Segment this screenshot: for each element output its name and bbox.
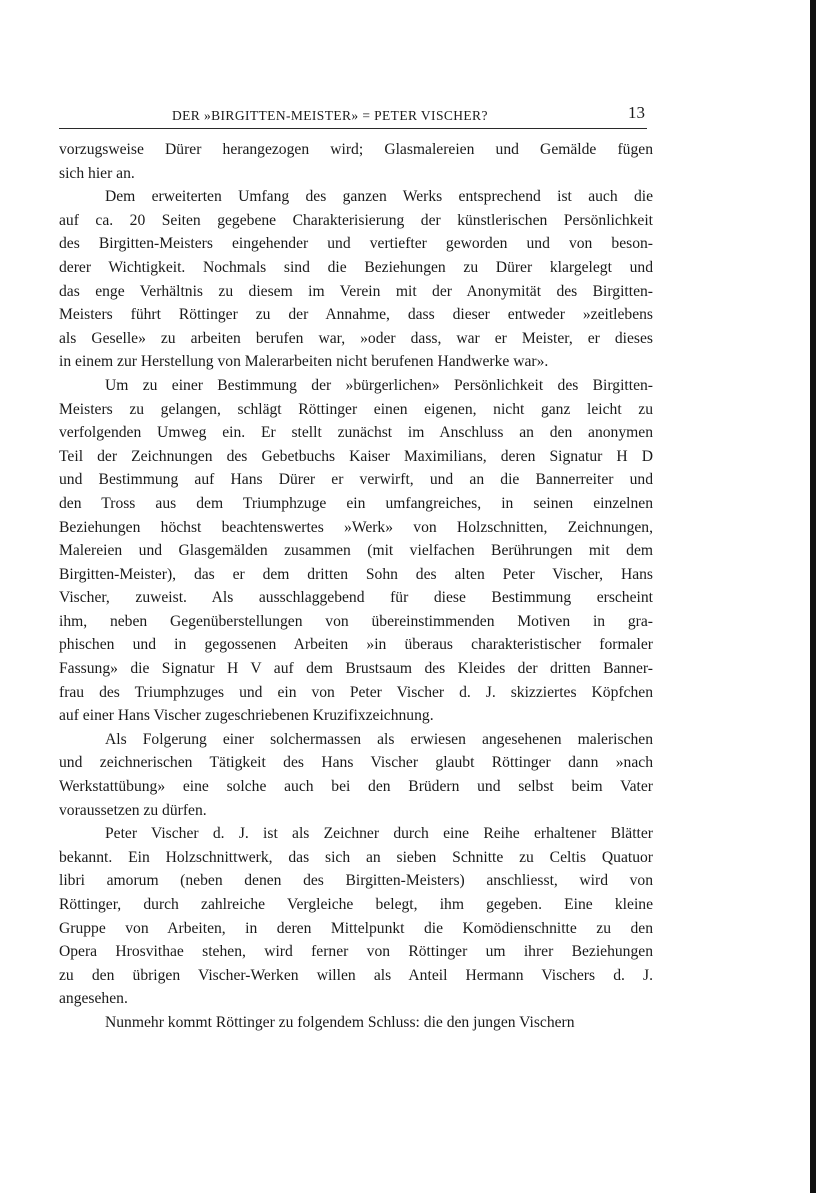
text-line: angesehen.: [59, 990, 128, 1008]
text-line: Dem erweiterten Umfang des ganzen Werks entsprechend ist auch die: [105, 188, 653, 206]
text-line: vorzugsweise Dürer herangezogen wird; Glasmalereien und Gemälde fügen: [59, 141, 653, 158]
text-line: als Geselle» zu arbeiten berufen war, »oder dass, war er Meister, er dieses: [59, 329, 653, 347]
text-line: auf ca. 20 Seiten gegebene Charakterisierung der künstlerischen Persönlichkeit: [59, 211, 653, 229]
text-line: Malereien und Glasgemälden zusammen (mit vielfachen Berührungen mit dem: [59, 542, 653, 560]
text-line: Als Folgerung einer solchermassen als erwiesen angesehenen malerischen: [105, 730, 653, 748]
text-line: Um zu einer Bestimmung der »bürgerlichen» Persönlichkeit des Birgitten-: [105, 376, 653, 394]
text-line: zu den übrigen Vischer-Werken willen als Anteil Hermann Vischers d. J.: [59, 966, 653, 984]
text-line: und Bestimmung auf Hans Dürer er verwirft, und an die Bannerreiter und: [59, 471, 653, 489]
text-line: voraussetzen zu dürfen.: [59, 801, 207, 819]
text-line: auf einer Hans Vischer zugeschriebenen Kruzifixzeichnung.: [59, 707, 434, 725]
running-head: [59, 100, 647, 129]
text-line: Vischer, zuweist. Als ausschlaggebend für diese Bestimmung erscheint: [59, 589, 653, 607]
text-line: den Tross aus dem Triumphzuge ein umfangreiches, in seinen einzelnen: [59, 494, 653, 512]
running-title: DER »BIRGITTEN-MEISTER» = PETER VISCHER?: [172, 108, 488, 123]
text-line: verfolgenden Umweg ein. Er stellt zunächst im Anschluss an den anonymen: [59, 424, 653, 442]
text-line: Beziehungen höchst beachtenswertes »Werk» von Holzschnitten, Zeichnungen,: [59, 518, 653, 536]
text-line: Peter Vischer d. J. ist als Zeichner durch eine Reihe erhaltener Blätter: [105, 825, 653, 843]
text-line: Teil der Zeichnungen des Gebetbuchs Kaiser Maximilians, deren Signatur H D: [59, 447, 653, 465]
text-line: Birgitten-Meister), das er dem dritten Sohn des alten Peter Vischer, Hans: [59, 565, 653, 583]
scan-edge: [810, 0, 816, 1193]
text-line: frau des Triumphzuges und ein von Peter Vischer d. J. skizziertes Köpfchen: [59, 683, 653, 701]
text-line: in einem zur Herstellung von Malerarbeiten nicht berufenen Handwerke war».: [59, 353, 549, 371]
text-line: phischen und in gegossenen Arbeiten »in überaus charakteristischer formaler: [59, 636, 653, 654]
text-line: sich hier an.: [59, 164, 135, 182]
text-line: das enge Verhältnis zu diesem im Verein mit der Anonymität des Birgitten-: [59, 282, 653, 300]
text-line: Gruppe von Arbeiten, in deren Mittelpunkt die Komödienschnitte zu den: [59, 919, 653, 937]
text-line: bekannt. Ein Holzschnittwerk, das sich an sieben Schnitte zu Celtis Quatuor: [59, 848, 653, 866]
text-line: Opera Hrosvithae stehen, wird ferner von Röttinger um ihrer Beziehungen: [59, 943, 653, 961]
body-text: [59, 138, 653, 1035]
text-line: Fassung» die Signatur H V auf dem Brustsaum des Kleides der dritten Banner-: [59, 660, 653, 678]
text-line: und zeichnerischen Tätigkeit des Hans Vischer glaubt Röttinger dann »nach: [59, 754, 653, 772]
text-line: Werkstattübung» eine solche auch bei den Brüdern und selbst beim Vater: [59, 778, 653, 796]
text-line: Röttinger, durch zahlreiche Vergleiche belegt, ihm gegeben. Eine kleine: [59, 896, 653, 913]
text-line: ihm, neben Gegenüberstellungen von übereinstimmenden Motiven in gra-: [59, 612, 653, 630]
text-line: derer Wichtigkeit. Nochmals sind die Beziehungen zu Dürer klargelegt und: [59, 258, 653, 276]
text-line: Nunmehr kommt Röttinger zu folgendem Schluss: die den jungen Vischern: [105, 1013, 575, 1031]
text-line: libri amorum (neben denen des Birgitten-Meisters) anschliesst, wird von: [59, 872, 653, 890]
text-line: des Birgitten-Meisters eingehender und vertiefter geworden und von beson-: [59, 235, 653, 253]
text-line: Meisters führt Röttinger zu der Annahme, dass dieser entweder »zeitlebens: [59, 306, 653, 324]
text-line: Meisters zu gelangen, schlägt Röttinger einen eigenen, nicht ganz leicht zu: [59, 400, 653, 418]
page-number: 13: [628, 103, 645, 122]
